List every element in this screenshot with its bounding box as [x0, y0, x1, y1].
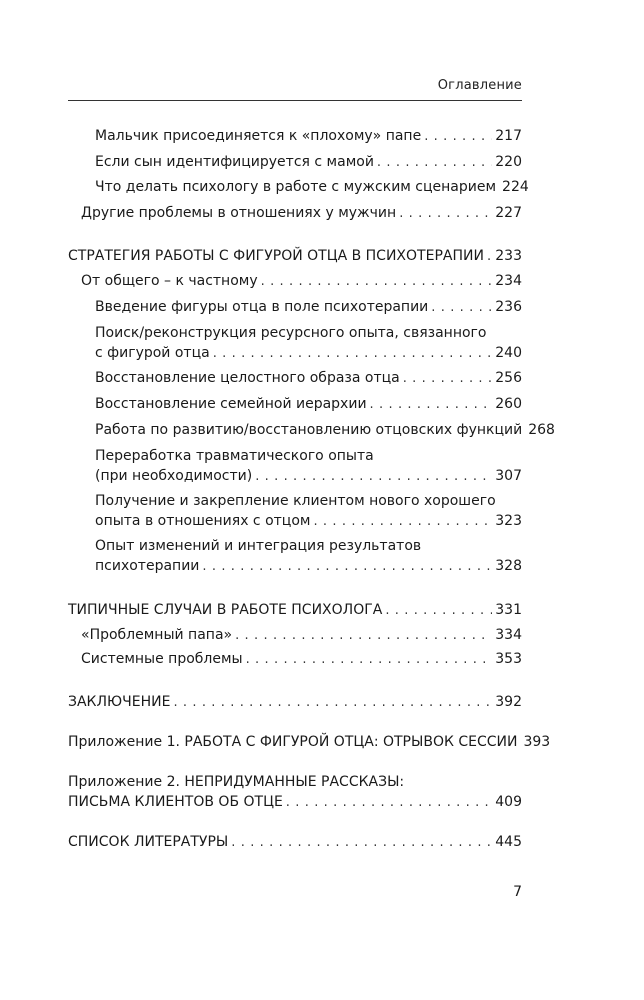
toc-entry-title: Опыт изменений и интеграция результатов	[95, 538, 422, 554]
toc-entry[interactable]	[68, 447, 522, 486]
toc-entry-page: 307	[495, 467, 522, 484]
toc-entry-title: с фигурой отца	[95, 344, 210, 361]
toc-entry-page: 224	[502, 179, 529, 195]
toc-entry-page: 409	[495, 793, 522, 810]
toc-entry[interactable]	[68, 127, 522, 146]
toc-entry[interactable]	[68, 153, 522, 172]
toc-entry-page: 260	[495, 396, 522, 412]
toc-entry-page: 328	[495, 557, 522, 574]
dot-leader	[255, 467, 492, 486]
toc-entry-page: 392	[495, 694, 522, 710]
toc-entry[interactable]	[68, 833, 522, 852]
toc-entry-page: 217	[495, 128, 522, 144]
toc-entry-title: ПИСЬМА КЛИЕНТОВ ОБ ОТЦЕ	[68, 793, 283, 810]
toc-entry-page: 236	[495, 299, 522, 315]
toc-entry-title: Если сын идентифицируется с мамой	[95, 154, 374, 170]
toc-entry-page: 268	[528, 422, 555, 438]
dot-leader	[399, 204, 492, 223]
toc-entry[interactable]	[68, 693, 522, 712]
toc-entry[interactable]	[68, 247, 522, 266]
toc-entry[interactable]	[68, 272, 522, 291]
toc-entry-page: 353	[495, 651, 522, 667]
running-head: Оглавление	[437, 78, 522, 93]
toc-entry-title: Что делать психологу в работе с мужским сценарием	[95, 179, 497, 195]
toc-entry-title: опыта в отношениях с отцом	[95, 512, 311, 529]
dot-leader	[313, 512, 492, 531]
toc-entry-page: 256	[495, 370, 522, 386]
dot-leader	[424, 127, 492, 146]
toc-entry-title: Получение и закрепление клиентом нового хорошего	[95, 493, 496, 509]
toc-entry-title: «Проблемный папа»	[81, 627, 233, 643]
toc-entry-page: 233	[495, 248, 522, 264]
header-rule	[68, 100, 522, 101]
dot-leader	[487, 247, 492, 266]
toc-entry[interactable]	[68, 626, 522, 645]
toc-entry-title: Введение фигуры отца в поле психотерапии	[95, 299, 429, 315]
toc-entry[interactable]	[68, 773, 522, 812]
dot-leader	[246, 650, 493, 669]
dot-leader	[261, 272, 493, 291]
dot-leader	[403, 369, 493, 388]
dot-leader	[213, 344, 493, 363]
toc-entry-title: ЗАКЛЮЧЕНИЕ	[68, 694, 171, 710]
toc-entry-page: 227	[495, 205, 522, 221]
toc-entry-title: Мальчик присоединяется к «плохому» папе	[95, 128, 422, 144]
toc-entry-title: ТИПИЧНЫЕ СЛУЧАИ В РАБОТЕ ПСИХОЛОГА	[68, 602, 383, 618]
toc-entry[interactable]	[68, 395, 522, 414]
toc-entry-page: 334	[495, 627, 522, 643]
toc-entry[interactable]	[68, 421, 555, 440]
toc-entry-page: 323	[495, 512, 522, 529]
toc-entry[interactable]	[68, 298, 522, 317]
dot-leader	[235, 626, 492, 645]
toc-entry-title: СПИСОК ЛИТЕРАТУРЫ	[68, 834, 229, 850]
toc-entry-title: Работа по развитию/восстановлению отцовских функций	[95, 422, 523, 438]
toc-entry-title: От общего – к частному	[81, 273, 258, 289]
toc-entry[interactable]	[68, 204, 522, 223]
dot-leader	[286, 793, 492, 812]
toc-entry-title: психотерапии	[95, 557, 200, 574]
toc-entry-title: Восстановление целостного образа отца	[95, 370, 400, 386]
toc-entry-page: 331	[495, 602, 522, 618]
toc-entry-page: 445	[495, 834, 522, 850]
toc-entry-title: Системные проблемы	[81, 651, 243, 667]
page-number: 7	[513, 884, 522, 900]
toc-entry[interactable]	[68, 537, 522, 576]
toc-entry[interactable]	[68, 324, 522, 363]
toc-entry-title: СТРАТЕГИЯ РАБОТЫ С ФИГУРОЙ ОТЦА В ПСИХОТЕРАПИИ	[68, 248, 484, 264]
toc-entry[interactable]	[68, 733, 551, 752]
dot-leader	[173, 693, 492, 712]
toc-entry[interactable]	[68, 650, 522, 669]
toc-entry[interactable]	[68, 369, 522, 388]
dot-leader	[431, 298, 492, 317]
toc-entry[interactable]	[68, 492, 522, 531]
toc-entry-title: Переработка травматического опыта	[95, 448, 374, 464]
dot-leader	[385, 601, 492, 620]
toc-entry-title: Приложение 1. РАБОТА С ФИГУРОЙ ОТЦА: ОТРЫВОК СЕССИИ	[68, 734, 518, 750]
toc-entry[interactable]	[68, 178, 529, 197]
dot-leader	[370, 395, 493, 414]
toc-entry-title: Другие проблемы в отношениях у мужчин	[81, 205, 397, 221]
toc-entry-page: 240	[495, 344, 522, 361]
toc-entry-title: Восстановление семейной иерархии	[95, 396, 367, 412]
dot-leader	[202, 557, 492, 576]
toc-entry-page: 393	[523, 734, 551, 750]
toc-entry-page: 234	[495, 273, 522, 289]
toc-entry-title: Приложение 2. НЕПРИДУМАННЫЕ РАССКАЗЫ:	[68, 774, 405, 790]
dot-leader	[231, 833, 492, 852]
toc-entry[interactable]	[68, 601, 522, 620]
toc-entry-title: (при необходимости)	[95, 467, 253, 484]
toc-entry-title: Поиск/реконструкция ресурсного опыта, связанного	[95, 325, 487, 341]
dot-leader	[377, 153, 492, 172]
toc-entry-page: 220	[495, 154, 522, 170]
